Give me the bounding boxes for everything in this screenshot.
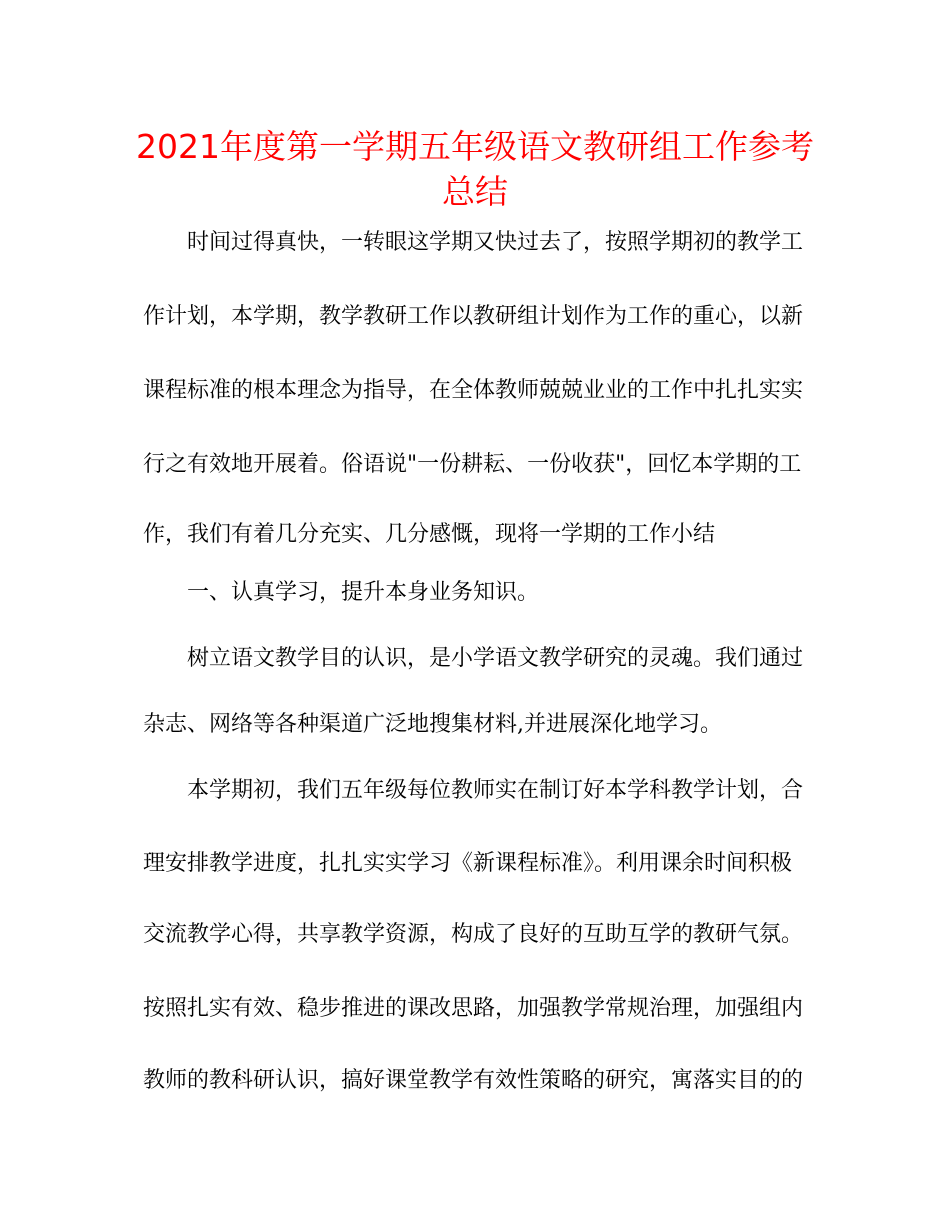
paragraph-line: 杂志、网络等各种渠道广泛地搜集材料,并进展深化地学习。 (143, 712, 722, 737)
paragraph-line: 作计划，本学期，教学教研工作以教研组计划作为工作的重心，以新 (143, 304, 804, 329)
document-title-line-2: 总结 (442, 172, 508, 211)
paragraph-line: 交流教学心得，共享教学资源，构成了良好的互助互学的教研气氛。 (143, 922, 804, 947)
paragraph-line: 课程标准的根本理念为指导，在全体教师兢兢业业的工作中扎扎实实 (143, 378, 804, 403)
paragraph-line: 本学期初，我们五年级每位教师实在制订好本学科教学计划，合 (187, 778, 804, 803)
paragraph-line: 作，我们有着几分充实、几分感慨，现将一学期的工作小结 (143, 522, 716, 547)
paragraph-line: 树立语文教学目的认识，是小学语文教学研究的灵魂。我们通过 (187, 646, 804, 671)
document-title-line-1: 2021年度第一学期五年级语文教研组工作参考 (136, 127, 814, 166)
paragraph-line: 教师的教科研认识，搞好课堂教学有效性策略的研究，寓落实目的的 (143, 1068, 804, 1093)
paragraph-line: 理安排教学进度，扎扎实实学习《新课程标准》。利用课余时间积极 (143, 851, 793, 876)
paragraph-line: 按照扎实有效、稳步推进的课改思路，加强教学常规治理，加强组内 (143, 996, 804, 1021)
paragraph-line: 行之有效地开展着。俗语说"一份耕耘、一份收获"，回忆本学期的工 (143, 452, 802, 477)
section-heading: 一、认真学习，提升本身业务知识。 (187, 580, 540, 605)
paragraph-line: 时间过得真快，一转眼这学期又快过去了，按照学期初的教学工 (187, 230, 804, 255)
